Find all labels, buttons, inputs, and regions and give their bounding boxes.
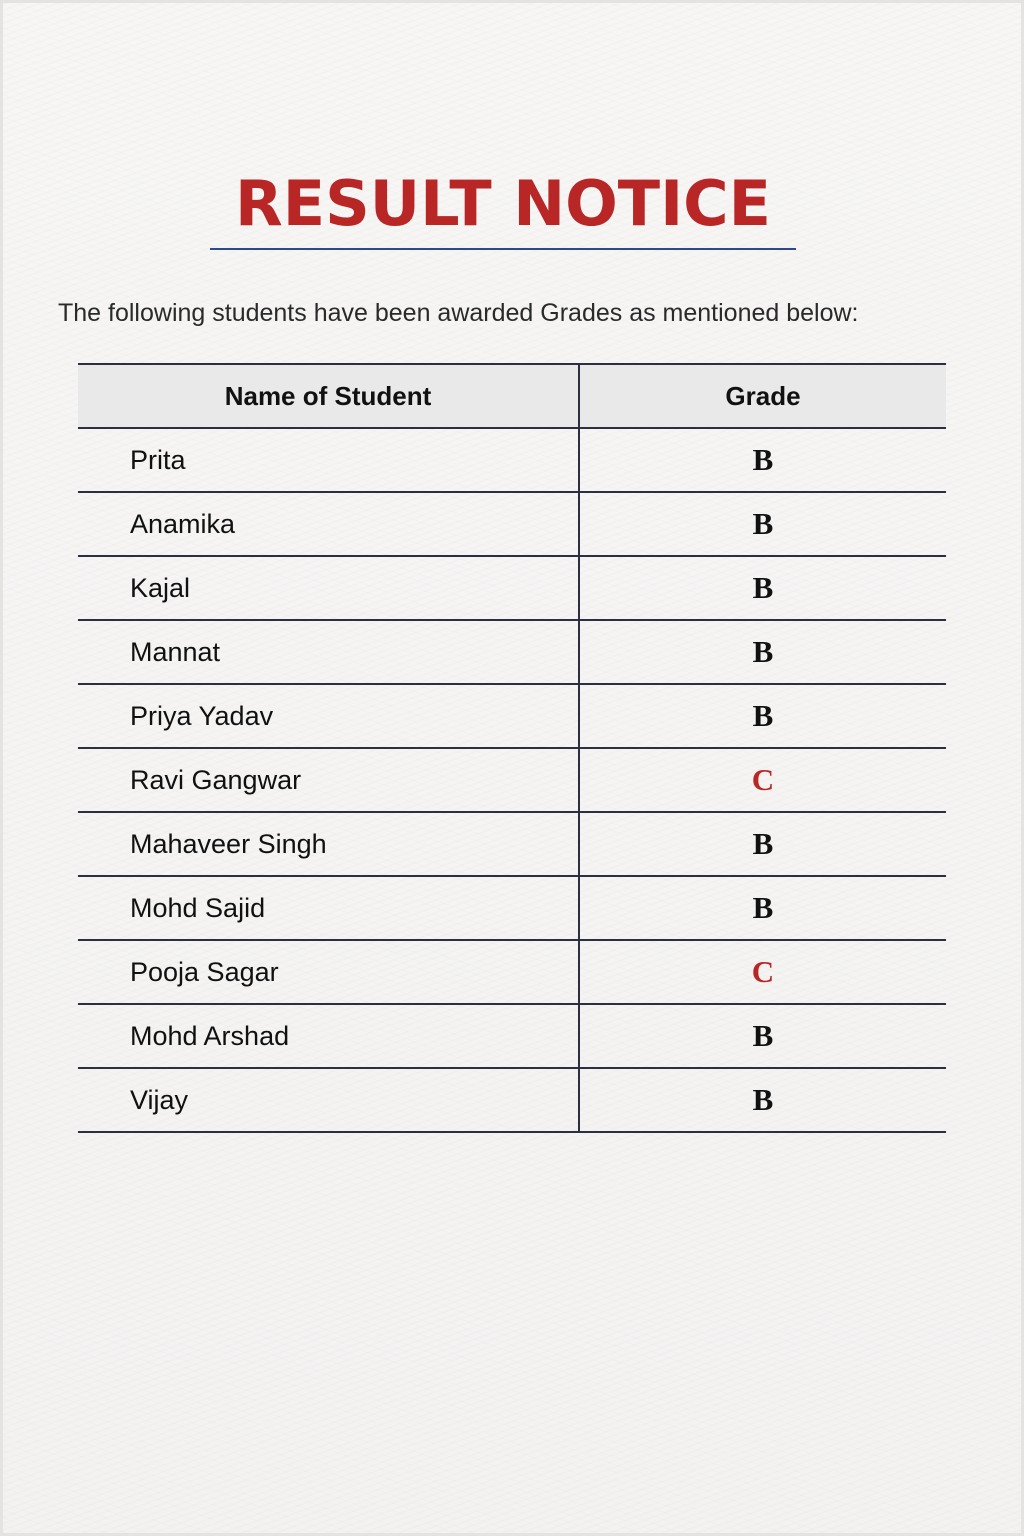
- student-name: Pooja Sagar: [78, 940, 579, 1004]
- student-grade: B: [579, 620, 946, 684]
- student-name: Priya Yadav: [78, 684, 579, 748]
- student-grade: B: [579, 1068, 946, 1132]
- student-grade: B: [579, 492, 946, 556]
- student-grade: C: [579, 748, 946, 812]
- results-table: [78, 363, 946, 1133]
- table-row: [78, 556, 946, 620]
- student-name: Mohd Sajid: [78, 876, 579, 940]
- table-row: [78, 748, 946, 812]
- table-row: [78, 940, 946, 1004]
- header-name: Name of Student: [78, 364, 579, 428]
- table-row: [78, 1068, 946, 1132]
- student-name: Prita: [78, 428, 579, 492]
- student-grade: B: [579, 684, 946, 748]
- student-grade: B: [579, 1004, 946, 1068]
- student-name: Kajal: [78, 556, 579, 620]
- table-row: [78, 1004, 946, 1068]
- student-name: Ravi Gangwar: [78, 748, 579, 812]
- student-grade: B: [579, 428, 946, 492]
- student-name: Vijay: [78, 1068, 579, 1132]
- header-grade: Grade: [579, 364, 946, 428]
- student-name: Anamika: [78, 492, 579, 556]
- table-row: [78, 684, 946, 748]
- table-row: [78, 428, 946, 492]
- student-name: Mahaveer Singh: [78, 812, 579, 876]
- student-grade: B: [579, 812, 946, 876]
- student-grade: B: [579, 876, 946, 940]
- table-header-row: [78, 364, 946, 428]
- table-row: [78, 620, 946, 684]
- table-row: [78, 876, 946, 940]
- student-grade: C: [579, 940, 946, 1004]
- notice-title: RESULT NOTICE: [234, 167, 772, 240]
- table-row: [78, 812, 946, 876]
- title-underline: [210, 248, 796, 250]
- student-grade: B: [579, 556, 946, 620]
- student-name: Mannat: [78, 620, 579, 684]
- table-row: [78, 492, 946, 556]
- student-name: Mohd Arshad: [78, 1004, 579, 1068]
- intro-text: The following students have been awarded Grades as mentioned below:: [58, 299, 859, 327]
